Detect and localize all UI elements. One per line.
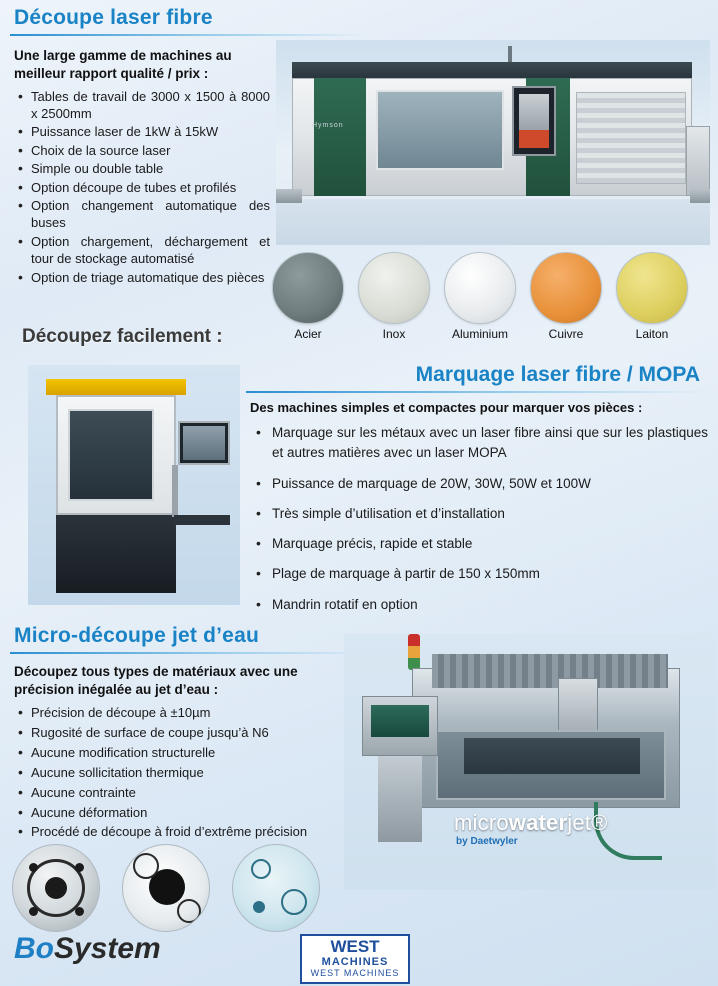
list-item: • Marquage sur les métaux avec un laser fibre ainsi que sur les plastiques et autres matières avec un laser MOPA [250,423,708,464]
photo-cabinet [56,395,176,515]
material-disc [530,252,602,324]
photo-green-panel-left [314,78,366,196]
photo-monitor [178,421,230,465]
list-item: • Très simple d’utilisation et d’installation [250,504,708,524]
laser-lead-text: Une large gamme de machines au meilleur rapport qualité / prix : [14,48,232,81]
section-waterjet [0,618,718,938]
laser-cutting-machine-photo [276,40,710,245]
photo-tank-interior [464,738,640,774]
sample-dot [75,863,84,872]
sample-ring [177,899,201,923]
sample-ring [281,889,307,915]
list-item: • Option découpe de tubes et profilés [14,179,270,196]
section-laser-cutting [0,0,718,352]
waterjet-brand-sub: by Daetwyler [456,836,518,847]
material-disc [272,252,344,324]
photo-rail-left [276,189,302,203]
material-disc [444,252,516,324]
sample-parts-row [6,844,356,940]
brand-part-jet: jet [567,810,592,835]
title-divider-jet [10,652,378,654]
list-item: • Puissance laser de 1kW à 15kW [14,123,270,140]
photo-top-bar [46,379,186,395]
photo-floor [276,199,710,245]
photo-cabinet-base [56,515,176,593]
photo-vent-panel [576,92,686,184]
marquage-feature-list [250,423,708,625]
sample-photo-1 [12,844,100,932]
sample-photo-3 [232,844,320,932]
laser-feature-list [14,88,270,286]
material-swatch-laiton [616,252,688,341]
section-title-laser: Découpe laser fibre [14,6,213,29]
tagline-decoupez-facilement: Découpez facilement : [22,326,223,347]
material-label: Inox [382,327,406,341]
marquage-lead-text: Des machines simples et compactes pour marquer vos pièces : [250,400,643,415]
sample-dot [75,907,84,916]
brand-part-micro: micro [454,810,509,835]
photo-keyboard-tray [174,515,230,525]
sample-ring [133,853,159,879]
sample-ring [251,859,271,879]
list-item: • Plage de marquage à partir de 150 x 150mm [250,564,708,584]
photo-control-screen [519,94,549,130]
photo-cnc-screen [371,705,429,737]
bo-system-logo [14,932,161,966]
marking-machine-photo [28,365,240,605]
material-label: Cuivre [548,327,584,341]
list-item: • Tables de travail de 3000 x 1500 à 8000 x 2500mm [14,88,270,123]
sample-dot [29,907,38,916]
list-item: • Puissance de marquage de 20W, 30W, 50W et 100W [250,474,708,494]
list-item: • Aucune contrainte [14,784,354,801]
list-item: • Aucune déformation [14,804,354,821]
list-item: • Rugosité de surface de coupe jusqu’à N6 [14,724,354,741]
west-logo-line1: WEST [330,937,380,956]
waterjet-brand-logo [454,810,608,836]
logo-word: System [54,932,161,965]
west-machines-logo [300,934,410,984]
list-item: • Option de triage automatique des pièces [14,269,270,286]
list-item: • Option changement automatique des buses [14,197,270,232]
west-logo-line2: MACHINES [321,956,389,968]
material-swatch-cuivre [530,252,602,341]
material-swatch-acier [272,252,344,341]
list-item: • Option chargement, déchargement et tour de stockage automatisé [14,233,270,268]
list-item: • Marquage précis, rapide et stable [250,534,708,554]
sample-dot [29,863,38,872]
material-label: Acier [294,327,322,341]
material-label: Laiton [635,327,669,341]
material-label: Aluminium [451,327,508,341]
jet-feature-list [14,704,354,843]
material-disc [358,252,430,324]
photo-gantry [432,654,668,688]
list-item: • Aucune sollicitation thermique [14,764,354,781]
photo-controller-stand [378,756,422,842]
sample-dot [253,901,265,913]
sample-photo-2 [122,844,210,932]
jet-lead-text: Découpez tous types de matériaux avec une précision inégalée au jet d’eau : [14,664,298,697]
brand-registered-mark: ® [591,810,608,835]
list-item: • Aucune modification structurelle [14,744,354,761]
photo-signal-tower [408,634,420,670]
brand-part-water: water [508,810,568,835]
section-title-marquage: Marquage laser fibre / MOPA [415,363,700,386]
photo-monitor-arm [172,465,178,517]
material-swatch-inox [358,252,430,341]
photo-window [376,90,504,170]
list-item: • Précision de découpe à ±10µm [14,704,354,721]
material-swatch-aluminium [444,252,516,341]
photo-cnc-controller [362,696,438,756]
photo-tail-module [686,126,710,196]
materials-row [272,252,712,350]
west-logo-line3: WEST MACHINES [310,968,400,978]
photo-machine-brand: Hymson [312,122,344,129]
material-disc [616,252,688,324]
footer [0,930,718,986]
photo-control-panel [512,86,556,156]
logo-prefix: Bo [14,932,54,965]
title-divider-marquage [246,391,708,393]
list-item: • Procédé de découpe à froid d’extrême précision [14,823,354,840]
photo-monitor-screen [183,426,225,460]
photo-rail-right [690,189,710,203]
section-title-jet: Micro-découpe jet d’eau [14,624,259,647]
title-divider-laser [10,34,366,36]
sample-dot [45,877,67,899]
laser-text-block [14,47,270,287]
photo-cabinet-door [68,409,154,501]
list-item: • Mandrin rotatif en option [250,595,708,615]
photo-control-keypad [519,130,549,148]
section-laser-marking [0,355,718,620]
waterjet-machine-photo [344,634,716,890]
list-item: • Choix de la source laser [14,142,270,159]
list-item: • Simple ou double table [14,160,270,177]
